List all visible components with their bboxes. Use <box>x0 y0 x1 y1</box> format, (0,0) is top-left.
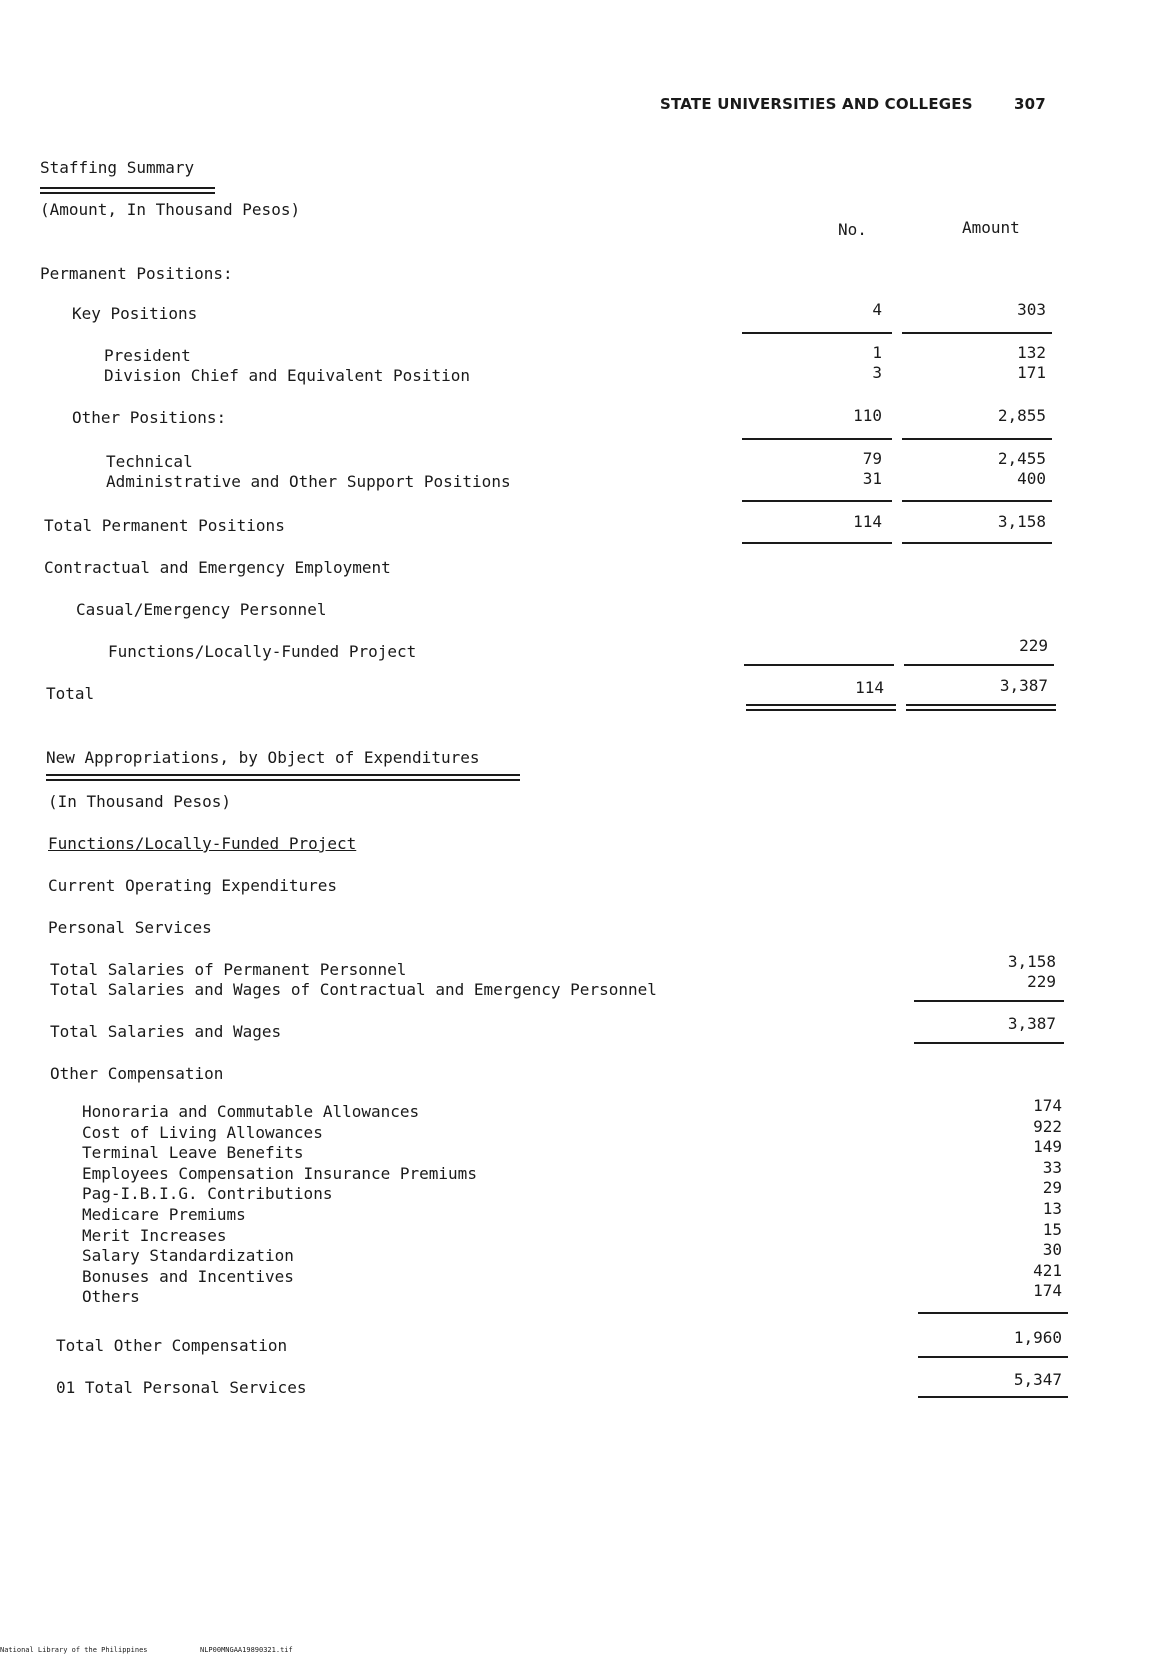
item-label: Pag-I.B.I.G. Contributions <box>82 1184 333 1204</box>
item-label: Medicare Premiums <box>82 1204 246 1224</box>
rule <box>902 542 1052 544</box>
other-positions-label: Other Positions: <box>72 408 227 427</box>
list-item <box>82 1178 1062 1205</box>
permanent-positions-label: Permanent Positions: <box>40 264 233 283</box>
salaries-permanent-label: Total Salaries of Permanent Personnel <box>50 960 407 979</box>
list-item <box>82 1281 1062 1308</box>
item-amount: 15 <box>1042 1219 1062 1239</box>
casual-label: Casual/Emergency Personnel <box>76 600 327 619</box>
technical-no: 79 <box>862 449 882 468</box>
list-item <box>82 1157 1062 1185</box>
key-positions-amount: 303 <box>1017 300 1046 319</box>
president-no: 1 <box>872 343 882 362</box>
division-chief-no: 3 <box>872 363 882 382</box>
admin-support-label: Administrative and Other Support Positions <box>106 472 511 491</box>
other-positions-no: 110 <box>853 406 882 425</box>
title-double-rule <box>40 187 215 194</box>
salaries-contractual-amount: 229 <box>1027 972 1056 991</box>
item-label: Bonuses and Incentives <box>82 1266 294 1286</box>
item-label: Cost of Living Allowances <box>82 1122 323 1142</box>
president-amount: 132 <box>1017 343 1046 362</box>
list-item <box>82 1240 1062 1267</box>
division-chief-amount: 171 <box>1017 363 1046 382</box>
technical-amount: 2,455 <box>997 449 1046 468</box>
total-other-comp-amount: 1,960 <box>1013 1328 1062 1347</box>
page-number: 307 <box>1014 95 1046 113</box>
item-label: Others <box>82 1287 140 1307</box>
col-header-no: No. <box>838 220 867 239</box>
rule <box>918 1396 1068 1398</box>
total-personal-services-amount: 5,347 <box>1013 1370 1062 1389</box>
list-item <box>82 1219 1062 1247</box>
rule <box>914 1042 1064 1044</box>
col-header-amount: Amount <box>962 218 1020 237</box>
footer-library: National Library of the Philippines <box>0 1646 148 1654</box>
key-positions-label: Key Positions <box>72 304 198 323</box>
admin-support-no: 31 <box>862 469 882 488</box>
item-amount: 13 <box>1042 1198 1062 1218</box>
list-item <box>82 1137 1062 1164</box>
staffing-unit-note: (Amount, In Thousand Pesos) <box>40 200 301 219</box>
total-no: 114 <box>855 678 884 697</box>
functions-lfp-amount: 229 <box>1019 636 1048 655</box>
list-item <box>82 1116 1062 1144</box>
current-opex-label: Current Operating Expenditures <box>48 876 337 895</box>
rule <box>918 1312 1068 1314</box>
item-label: Honoraria and Commutable Allowances <box>82 1102 420 1121</box>
rule <box>902 332 1052 334</box>
item-amount: 922 <box>1033 1116 1062 1136</box>
rule <box>902 438 1052 440</box>
total-permanent-label: Total Permanent Positions <box>44 516 285 535</box>
item-label: Terminal Leave Benefits <box>82 1143 304 1163</box>
double-rule <box>746 704 896 711</box>
footer-file-id: NLP00MNGAA19890321.tif <box>200 1646 293 1654</box>
title-double-rule <box>46 774 520 781</box>
total-salaries-amount: 3,387 <box>1007 1014 1056 1033</box>
item-amount: 174 <box>1033 1281 1062 1301</box>
rule <box>902 500 1052 502</box>
personal-services-label: Personal Services <box>48 918 212 937</box>
double-rule <box>906 704 1056 711</box>
rule <box>914 1000 1064 1002</box>
item-label: Employees Compensation Insurance Premiums <box>82 1163 477 1183</box>
item-amount: 421 <box>1033 1260 1062 1280</box>
other-comp-list <box>82 1096 1062 1308</box>
salaries-permanent-amount: 3,158 <box>1007 952 1056 971</box>
total-permanent-no: 114 <box>853 512 882 531</box>
appropriations-unit-note: (In Thousand Pesos) <box>48 792 232 811</box>
item-label: Merit Increases <box>82 1225 227 1245</box>
project-label: Functions/Locally-Funded Project <box>48 834 357 853</box>
key-positions-no: 4 <box>872 300 882 319</box>
running-title: STATE UNIVERSITIES AND COLLEGES <box>660 95 973 113</box>
rule <box>742 542 892 544</box>
functions-lfp-label: Functions/Locally-Funded Project <box>108 642 417 661</box>
contractual-label: Contractual and Emergency Employment <box>44 558 391 577</box>
total-personal-services-label: 01 Total Personal Services <box>56 1378 307 1397</box>
president-label: President <box>104 346 191 365</box>
other-comp-label: Other Compensation <box>50 1064 224 1083</box>
total-other-comp-label: Total Other Compensation <box>56 1336 288 1355</box>
total-permanent-amount: 3,158 <box>997 512 1046 531</box>
rule <box>742 438 892 440</box>
salaries-contractual-label: Total Salaries and Wages of Contractual and Emergency Personnel <box>50 980 657 999</box>
rule <box>742 332 892 334</box>
admin-support-amount: 400 <box>1017 469 1046 488</box>
staffing-title: Staffing Summary <box>40 158 195 177</box>
list-item <box>82 1260 1062 1288</box>
rule <box>904 664 1054 666</box>
item-label: Salary Standardization <box>82 1246 294 1266</box>
appropriations-title: New Appropriations, by Object of Expenditures <box>46 748 480 767</box>
item-amount: 29 <box>1042 1178 1062 1198</box>
list-item <box>82 1198 1062 1226</box>
technical-label: Technical <box>106 452 193 471</box>
total-label: Total <box>46 684 95 703</box>
list-item <box>82 1096 1062 1123</box>
rule <box>742 500 892 502</box>
total-salaries-label: Total Salaries and Wages <box>50 1022 282 1041</box>
total-amount: 3,387 <box>999 676 1048 695</box>
item-amount: 174 <box>1033 1096 1062 1115</box>
item-amount: 33 <box>1042 1157 1062 1177</box>
item-amount: 149 <box>1033 1137 1062 1157</box>
rule <box>918 1356 1068 1358</box>
rule <box>744 664 894 666</box>
other-positions-amount: 2,855 <box>997 406 1046 425</box>
item-amount: 30 <box>1042 1240 1062 1260</box>
division-chief-label: Division Chief and Equivalent Position <box>104 366 471 385</box>
